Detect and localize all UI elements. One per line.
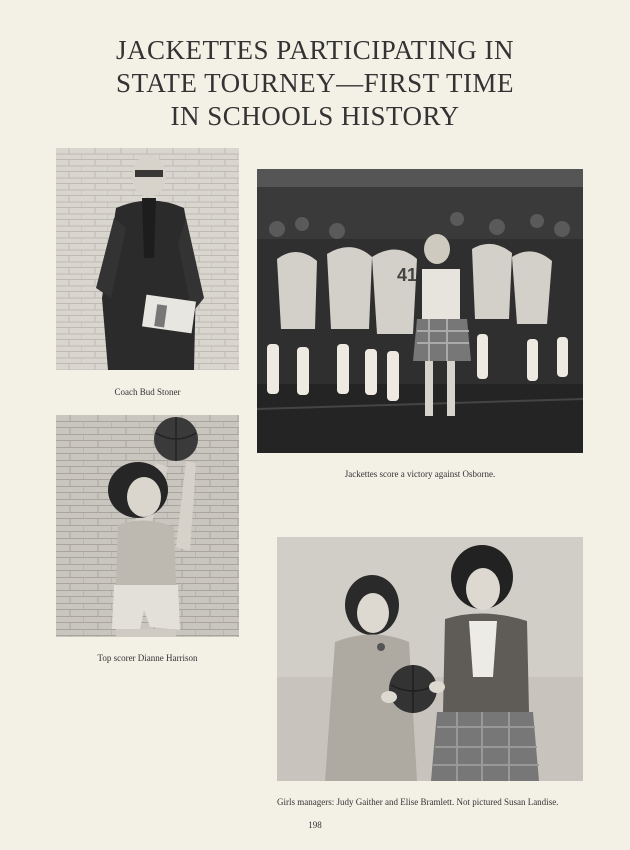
jersey-number: 41 bbox=[397, 265, 418, 285]
page-number: 198 bbox=[308, 820, 322, 830]
page-title bbox=[0, 34, 630, 133]
victory-photo bbox=[257, 169, 583, 453]
title-line-2: STATE TOURNEY—FIRST TIME bbox=[116, 68, 514, 98]
coach-caption: Coach Bud Stoner bbox=[114, 387, 181, 397]
managers-caption: Girls managers: Judy Gaither and Elise Bramlett. Not pictured Susan Landise. bbox=[277, 797, 559, 807]
scorer-caption: Top scorer Dianne Harrison bbox=[97, 653, 198, 663]
coach-photo bbox=[56, 148, 239, 370]
scorer-photo bbox=[56, 415, 239, 637]
victory-caption: Jackettes score a victory against Osborne. bbox=[344, 469, 496, 479]
title-line-3: IN SCHOOLS HISTORY bbox=[170, 101, 460, 131]
managers-photo bbox=[277, 537, 583, 781]
title-line-1: JACKETTES PARTICIPATING IN bbox=[116, 35, 514, 65]
